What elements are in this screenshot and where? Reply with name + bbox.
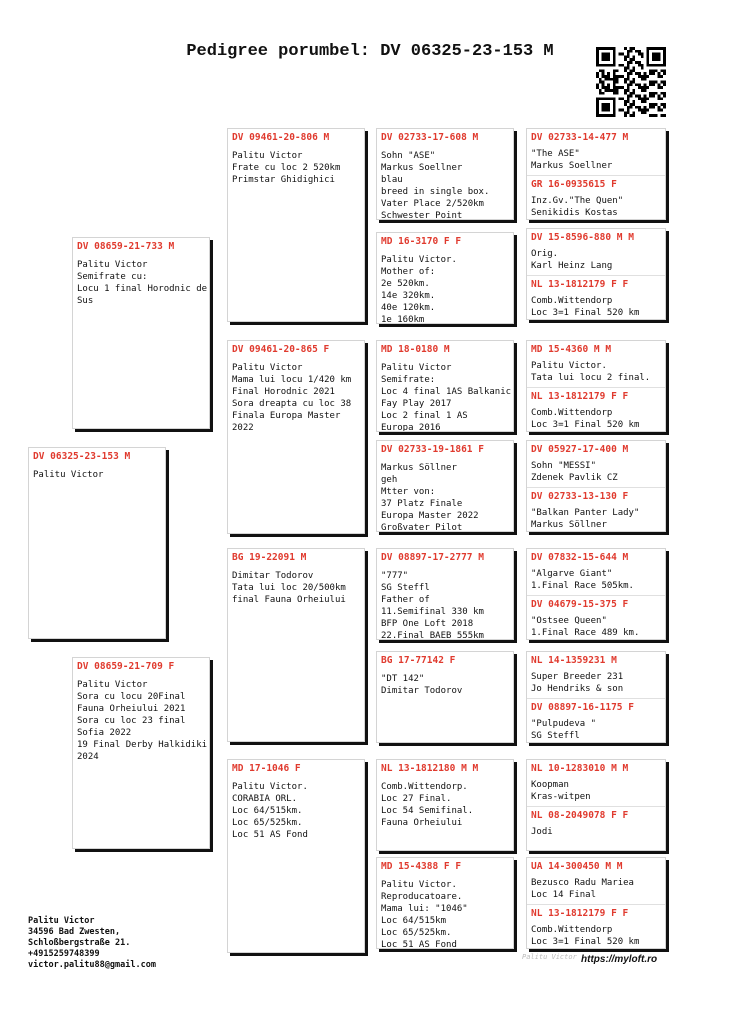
- pigeon-card-ancestor-pair[interactable]: [526, 340, 666, 432]
- pigeon-notes: [527, 360, 665, 384]
- pigeon-notes: [527, 671, 665, 695]
- note-line: Schwester Point: [381, 211, 463, 220]
- note-line: Mother of:: [381, 267, 436, 277]
- note-line: Dimitar Todorov: [232, 571, 314, 581]
- pigeon-card-ancestor-pair[interactable]: [526, 857, 666, 949]
- ring-number: NL 08-2049078 F F: [531, 810, 629, 821]
- note-line: 11.Semifinal 330 km: [381, 607, 484, 617]
- pigeon-card-ancestor: [527, 904, 665, 949]
- note-line: Final Horodnic 2021: [232, 387, 335, 397]
- note-line: "Pulpudeva ": [531, 719, 597, 729]
- ring-number: DV 09461-20-806 M: [232, 132, 330, 143]
- pigeon-notes: [377, 781, 513, 829]
- ring-number: DV 06325-23-153 M: [33, 451, 131, 462]
- pigeon-card-great-grandparent[interactable]: [376, 548, 514, 640]
- pigeon-card-grandparent[interactable]: [227, 759, 365, 953]
- pigeon-card-ancestor: [527, 806, 665, 851]
- pigeon-notes: [228, 362, 364, 434]
- note-line: breed in single box.: [381, 187, 490, 197]
- ring-number: NL 13-1812180 M M: [381, 763, 479, 774]
- note-line: "DT 142": [381, 674, 425, 684]
- note-line: Sohn "MESSI": [531, 461, 597, 471]
- note-line: Palitu Victor.: [381, 255, 457, 265]
- note-line: Tata lui loc 20/500km: [232, 583, 346, 593]
- pigeon-card-ancestor-pair[interactable]: [526, 440, 666, 532]
- pigeon-notes: [527, 826, 665, 838]
- note-line: Father of: [381, 595, 430, 605]
- ring-number: DV 07832-15-644 M: [531, 552, 629, 563]
- pigeon-card-ancestor: [527, 441, 665, 487]
- pigeon-card-grandparent[interactable]: [227, 128, 365, 322]
- note-line: Karl Heinz Lang: [531, 261, 613, 271]
- ring-number: DV 02733-14-477 M: [531, 132, 629, 143]
- note-line: "The ASE": [531, 149, 580, 159]
- note-line: Mtter von:: [381, 487, 436, 497]
- pigeon-card-ancestor: [527, 341, 665, 387]
- note-line: Comb.Wittendorp: [531, 408, 613, 418]
- note-line: Palitu Victor: [232, 151, 303, 161]
- pigeon-notes: [29, 469, 165, 481]
- note-line: Semifrate:: [381, 375, 436, 385]
- ring-number: UA 14-300450 M M: [531, 861, 623, 872]
- note-line: Orig.: [531, 249, 559, 259]
- pigeon-card-ancestor-pair[interactable]: [526, 228, 666, 320]
- ring-number: DV 02733-17-608 M: [381, 132, 479, 143]
- note-line: Loc 65/525km.: [232, 818, 303, 828]
- page-title: Pedigree porumbel: DV 06325-23-153 M: [186, 42, 554, 61]
- pigeon-notes: [527, 148, 665, 172]
- note-line: Zdenek Pavlik CZ: [531, 473, 618, 483]
- pigeon-notes: [527, 248, 665, 272]
- note-line: 2e 520km.: [381, 279, 430, 289]
- note-line: Sora dreapta cu loc 38: [232, 399, 352, 409]
- note-line: Super Breeder 231: [531, 672, 624, 682]
- note-line: Loc 4 final 1AS Balkanic: [381, 387, 512, 397]
- note-line: 19 Final Derby Halkidiki: [77, 740, 208, 750]
- note-line: Loc 2 final 1 AS: [381, 411, 468, 421]
- note-line: Comb.Wittendorp: [531, 925, 613, 935]
- note-line: Sora cu locu 20Final: [77, 692, 186, 702]
- note-line: Bezusco Radu Mariea: [531, 878, 634, 888]
- ring-number: DV 08897-16-1175 F: [531, 702, 634, 713]
- pigeon-notes: [73, 679, 209, 763]
- pigeon-notes: [377, 673, 513, 697]
- note-line: Comb.Wittendorp: [531, 296, 613, 306]
- pigeon-notes: [228, 150, 364, 186]
- note-line: Frate cu loc 2 520km: [232, 163, 341, 173]
- note-line: Markus Söllner: [381, 463, 457, 473]
- ring-number: DV 09461-20-865 F: [232, 344, 330, 355]
- note-line: Reproducatoare.: [381, 892, 463, 902]
- note-line: Koopman: [531, 780, 569, 790]
- pigeon-card-ancestor: [527, 760, 665, 806]
- pigeon-card-ancestor: [527, 595, 665, 640]
- pigeon-card-great-grandparent[interactable]: [376, 759, 514, 851]
- note-line: CORABIA ORL.: [232, 794, 298, 804]
- pigeon-card-great-grandparent[interactable]: [376, 440, 514, 532]
- pigeon-card-ancestor-pair[interactable]: [526, 548, 666, 640]
- ring-number: NL 13-1812179 F F: [531, 908, 629, 919]
- note-line: Großvater Pilot: [381, 523, 463, 532]
- note-line: Finala Europa Master: [232, 411, 341, 421]
- ring-number: DV 04679-15-375 F: [531, 599, 629, 610]
- qr-code-icon: [596, 47, 666, 117]
- note-line: Primstar Ghidighici: [232, 175, 335, 185]
- note-line: Loc 3=1 Final 520 km: [531, 420, 640, 430]
- ring-number: NL 10-1283010 M M: [531, 763, 629, 774]
- note-line: Dimitar Todorov: [381, 686, 463, 696]
- ring-number: MD 15-4360 M M: [531, 344, 612, 355]
- ring-number: NL 13-1812179 F F: [531, 279, 629, 290]
- note-line: Sohn "ASE": [381, 151, 436, 161]
- pigeon-card-grandparent[interactable]: [227, 340, 365, 534]
- note-line: Palitu Victor: [77, 260, 148, 270]
- pigeon-notes: [377, 879, 513, 949]
- pigeon-card-ancestor: [527, 387, 665, 432]
- ring-number: DV 02733-19-1861 F: [381, 444, 484, 455]
- note-line: Palitu Victor: [77, 680, 148, 690]
- ring-number: MD 18-0180 M: [381, 344, 450, 355]
- note-line: 2024: [77, 752, 99, 762]
- note-line: Mama lui locu 1/420 km: [232, 375, 352, 385]
- pigeon-notes: [527, 924, 665, 948]
- note-line: "Balkan Panter Lady": [531, 508, 640, 518]
- note-line: Markus Soellner: [531, 161, 613, 171]
- note-line: Locu 1 final Horodnic de: [77, 284, 208, 294]
- note-line: final Fauna Orheiului: [232, 595, 346, 605]
- pigeon-notes: [527, 877, 665, 901]
- note-line: Sofia 2022: [77, 728, 132, 738]
- ring-number: DV 08659-21-709 F: [77, 661, 175, 672]
- note-line: geh: [381, 475, 398, 485]
- ring-number: DV 15-8596-880 M M: [531, 232, 634, 243]
- note-line: Senikidis Kostas: [531, 208, 618, 218]
- note-line: Palitu Victor.: [531, 361, 607, 371]
- note-line: Loc 14 Final: [531, 890, 597, 900]
- signature: Palitu Victor: [522, 953, 577, 961]
- pigeon-card-ancestor: [527, 549, 665, 595]
- note-line: Loc 51 AS Fond: [232, 830, 308, 840]
- pigeon-card-grandparent[interactable]: [227, 548, 365, 742]
- ring-number: GR 16-0935615 F: [531, 179, 617, 190]
- pigeon-card-ancestor: [527, 229, 665, 275]
- note-line: blau: [381, 175, 403, 185]
- breeder-street: Schloßbergstraße 21.: [28, 938, 131, 948]
- note-line: BFP One Loft 2018: [381, 619, 474, 629]
- pigeon-notes: [377, 150, 513, 220]
- note-line: Loc 65/525km.: [381, 928, 452, 938]
- note-line: Loc 51 AS Fond: [381, 940, 457, 949]
- note-line: Loc 27 Final.: [381, 794, 452, 804]
- breeder-contact: [28, 916, 156, 971]
- pigeon-notes: [527, 407, 665, 431]
- website-link[interactable]: https://myloft.ro: [581, 954, 658, 965]
- pigeon-notes: [377, 570, 513, 640]
- note-line: Tata lui locu 2 final.: [531, 373, 651, 383]
- note-line: 14e 320km.: [381, 291, 436, 301]
- pigeon-card-ancestor: [527, 858, 665, 904]
- note-line: Jodi: [531, 827, 553, 837]
- note-line: 40e 120km.: [381, 303, 436, 313]
- pigeon-card-ancestor: [527, 175, 665, 220]
- note-line: 22.Final BAEB 555km: [381, 631, 484, 640]
- ring-number: MD 15-4388 F F: [381, 861, 462, 872]
- note-line: Loc 54 Semifinal.: [381, 806, 474, 816]
- pigeon-notes: [228, 570, 364, 606]
- ring-number: NL 14-1359231 M: [531, 655, 617, 666]
- ring-number: MD 16-3170 F F: [381, 236, 462, 247]
- note-line: 1.Final Race 489 km.: [531, 628, 640, 638]
- note-line: Vater Place 2/520km: [381, 199, 484, 209]
- ring-number: DV 08659-21-733 M: [77, 241, 175, 252]
- breeder-name: Palitu Victor: [28, 916, 95, 926]
- pigeon-card-great-grandparent[interactable]: [376, 857, 514, 949]
- pigeon-card-ancestor: [527, 129, 665, 175]
- pigeon-notes: [377, 462, 513, 532]
- note-line: Palitu Victor: [33, 470, 104, 480]
- pigeon-card-parent[interactable]: [72, 657, 210, 849]
- pigeon-card-ancestor-pair[interactable]: [526, 759, 666, 851]
- pigeon-card-great-grandparent[interactable]: [376, 340, 514, 432]
- note-line: "777": [381, 571, 409, 581]
- pigeon-notes: [228, 781, 364, 841]
- pigeon-notes: [527, 295, 665, 319]
- pigeon-notes: [527, 507, 665, 531]
- breeder-city: 34596 Bad Zwesten,: [28, 927, 121, 937]
- ring-number: NL 13-1812179 F F: [531, 391, 629, 402]
- note-line: 1e 160km: [381, 315, 425, 324]
- ring-number: MD 17-1046 F: [232, 763, 301, 774]
- note-line: Comb.Wittendorp.: [381, 782, 468, 792]
- note-line: Jo Hendriks & son: [531, 684, 624, 694]
- note-line: Inz.Gv."The Quen": [531, 196, 624, 206]
- note-line: SG Steffl: [531, 731, 580, 741]
- note-line: Fauna Orheiului: [381, 818, 463, 828]
- pigeon-notes: [377, 254, 513, 324]
- pigeon-notes: [527, 615, 665, 639]
- ring-number: DV 08897-17-2777 M: [381, 552, 484, 563]
- pigeon-card-ancestor: [527, 698, 665, 743]
- ring-number: BG 17-77142 F: [381, 655, 456, 666]
- pigeon-notes: [527, 195, 665, 219]
- note-line: Loc 64/515km.: [232, 806, 303, 816]
- note-line: Sus: [77, 296, 94, 306]
- note-line: Loc 3=1 Final 520 km: [531, 937, 640, 947]
- note-line: 2022: [232, 423, 254, 433]
- pigeon-card-parent[interactable]: [72, 237, 210, 429]
- pigeon-notes: [527, 568, 665, 592]
- note-line: Palitu Victor.: [232, 782, 308, 792]
- note-line: Markus Söllner: [531, 520, 607, 530]
- note-line: Kras-witpen: [531, 792, 591, 802]
- note-line: SG Steffl: [381, 583, 430, 593]
- pigeon-card-great-grandparent[interactable]: [376, 128, 514, 220]
- pigeon-notes: [527, 779, 665, 803]
- ring-number: DV 05927-17-400 M: [531, 444, 629, 455]
- pigeon-notes: [527, 718, 665, 742]
- note-line: 1.Final Race 505km.: [531, 581, 634, 591]
- pigeon-notes: [527, 460, 665, 484]
- note-line: "Ostsee Queen": [531, 616, 607, 626]
- ring-number: BG 19-22091 M: [232, 552, 307, 563]
- note-line: Fauna Orheiului 2021: [77, 704, 186, 714]
- note-line: Loc 3=1 Final 520 km: [531, 308, 640, 318]
- note-line: "Algarve Giant": [531, 569, 613, 579]
- pigeon-notes: [73, 259, 209, 307]
- note-line: Palitu Victor: [381, 363, 452, 373]
- pigeon-card-ancestor: [527, 275, 665, 320]
- note-line: Markus Soellner: [381, 163, 463, 173]
- pigeon-card-great-grandparent[interactable]: [376, 651, 514, 743]
- note-line: Europa 2016: [381, 423, 441, 432]
- note-line: Semifrate cu:: [77, 272, 148, 282]
- note-line: Palitu Victor: [232, 363, 303, 373]
- pigeon-card-ancestor: [527, 487, 665, 532]
- pigeon-card-ancestor-pair[interactable]: [526, 651, 666, 743]
- note-line: Europa Master 2022: [381, 511, 479, 521]
- note-line: Fay Play 2017: [381, 399, 452, 409]
- note-line: 37 Platz Finale: [381, 499, 463, 509]
- pigeon-notes: [377, 362, 513, 432]
- note-line: Mama lui: "1046": [381, 904, 468, 914]
- pigeon-card-ancestor: [527, 652, 665, 698]
- note-line: Palitu Victor.: [381, 880, 457, 890]
- pigeon-card-subject[interactable]: [28, 447, 166, 639]
- note-line: Sora cu loc 23 final: [77, 716, 186, 726]
- note-line: Loc 64/515km: [381, 916, 447, 926]
- pigeon-card-great-grandparent[interactable]: [376, 232, 514, 324]
- pigeon-card-ancestor-pair[interactable]: [526, 128, 666, 220]
- breeder-email[interactable]: victor.palitu88@gmail.com: [28, 960, 156, 970]
- breeder-phone: +4915259748399: [28, 949, 100, 959]
- ring-number: DV 02733-13-130 F: [531, 491, 629, 502]
